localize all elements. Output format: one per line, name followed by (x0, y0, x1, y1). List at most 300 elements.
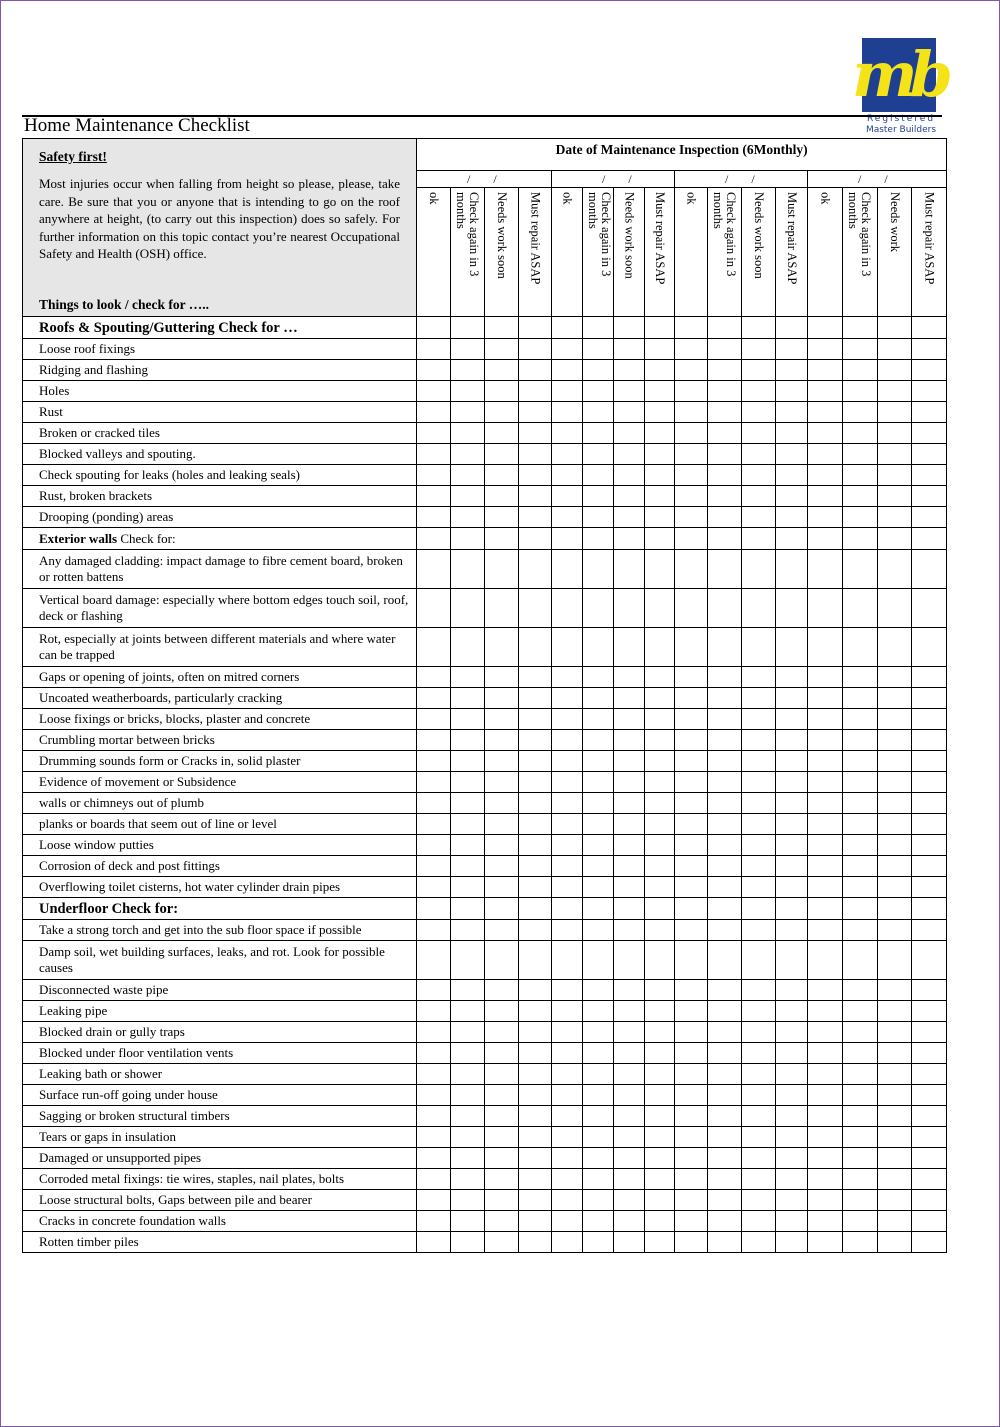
checkbox-cell[interactable] (742, 1211, 776, 1232)
checkbox-cell[interactable] (878, 507, 912, 528)
checkbox-cell[interactable] (614, 793, 645, 814)
checkbox-cell[interactable] (675, 856, 708, 877)
checkbox-cell[interactable] (519, 1064, 552, 1085)
checkbox-cell[interactable] (451, 1043, 485, 1064)
checkbox-cell[interactable] (878, 444, 912, 465)
checkbox-cell[interactable] (417, 814, 451, 835)
checkbox-cell[interactable] (708, 941, 742, 980)
checkbox-cell[interactable] (451, 793, 485, 814)
checkbox-cell[interactable] (614, 486, 645, 507)
checkbox-cell[interactable] (485, 898, 519, 920)
checkbox-cell[interactable] (417, 920, 451, 941)
checkbox-cell[interactable] (776, 835, 808, 856)
checkbox-cell[interactable] (878, 486, 912, 507)
checkbox-cell[interactable] (645, 751, 675, 772)
checkbox-cell[interactable] (417, 709, 451, 730)
checkbox-cell[interactable] (614, 751, 645, 772)
checkbox-cell[interactable] (451, 1127, 485, 1148)
checkbox-cell[interactable] (776, 941, 808, 980)
checkbox-cell[interactable] (552, 317, 583, 339)
checkbox-cell[interactable] (708, 1085, 742, 1106)
checkbox-cell[interactable] (912, 793, 947, 814)
checkbox-cell[interactable] (583, 751, 614, 772)
checkbox-cell[interactable] (583, 730, 614, 751)
checkbox-cell[interactable] (519, 814, 552, 835)
checkbox-cell[interactable] (485, 444, 519, 465)
checkbox-cell[interactable] (912, 360, 947, 381)
checkbox-cell[interactable] (614, 835, 645, 856)
checkbox-cell[interactable] (675, 1127, 708, 1148)
checkbox-cell[interactable] (843, 856, 878, 877)
checkbox-cell[interactable] (451, 423, 485, 444)
checkbox-cell[interactable] (552, 709, 583, 730)
checkbox-cell[interactable] (417, 1022, 451, 1043)
checkbox-cell[interactable] (417, 1064, 451, 1085)
checkbox-cell[interactable] (675, 1064, 708, 1085)
checkbox-cell[interactable] (519, 402, 552, 423)
checkbox-cell[interactable] (843, 751, 878, 772)
checkbox-cell[interactable] (843, 835, 878, 856)
checkbox-cell[interactable] (808, 1232, 843, 1253)
checkbox-cell[interactable] (843, 507, 878, 528)
checkbox-cell[interactable] (878, 550, 912, 589)
checkbox-cell[interactable] (485, 423, 519, 444)
checkbox-cell[interactable] (451, 1169, 485, 1190)
checkbox-cell[interactable] (742, 402, 776, 423)
checkbox-cell[interactable] (808, 898, 843, 920)
checkbox-cell[interactable] (417, 980, 451, 1001)
checkbox-cell[interactable] (708, 1127, 742, 1148)
checkbox-cell[interactable] (675, 980, 708, 1001)
checkbox-cell[interactable] (742, 1022, 776, 1043)
checkbox-cell[interactable] (808, 941, 843, 980)
checkbox-cell[interactable] (912, 814, 947, 835)
checkbox-cell[interactable] (485, 1211, 519, 1232)
checkbox-cell[interactable] (552, 339, 583, 360)
checkbox-cell[interactable] (614, 444, 645, 465)
checkbox-cell[interactable] (519, 550, 552, 589)
date-entry-1[interactable]: / / (417, 171, 552, 188)
checkbox-cell[interactable] (742, 507, 776, 528)
checkbox-cell[interactable] (843, 317, 878, 339)
checkbox-cell[interactable] (519, 339, 552, 360)
checkbox-cell[interactable] (451, 589, 485, 628)
checkbox-cell[interactable] (776, 1190, 808, 1211)
checkbox-cell[interactable] (645, 507, 675, 528)
checkbox-cell[interactable] (583, 423, 614, 444)
checkbox-cell[interactable] (645, 402, 675, 423)
checkbox-cell[interactable] (645, 688, 675, 709)
checkbox-cell[interactable] (675, 1148, 708, 1169)
checkbox-cell[interactable] (776, 814, 808, 835)
checkbox-cell[interactable] (583, 898, 614, 920)
checkbox-cell[interactable] (451, 898, 485, 920)
checkbox-cell[interactable] (614, 628, 645, 667)
checkbox-cell[interactable] (485, 856, 519, 877)
checkbox-cell[interactable] (808, 339, 843, 360)
checkbox-cell[interactable] (878, 667, 912, 688)
checkbox-cell[interactable] (583, 1022, 614, 1043)
checkbox-cell[interactable] (583, 486, 614, 507)
checkbox-cell[interactable] (451, 528, 485, 550)
checkbox-cell[interactable] (708, 550, 742, 589)
checkbox-cell[interactable] (583, 835, 614, 856)
checkbox-cell[interactable] (552, 898, 583, 920)
checkbox-cell[interactable] (843, 1022, 878, 1043)
checkbox-cell[interactable] (519, 1085, 552, 1106)
checkbox-cell[interactable] (776, 667, 808, 688)
checkbox-cell[interactable] (645, 1190, 675, 1211)
checkbox-cell[interactable] (843, 402, 878, 423)
checkbox-cell[interactable] (912, 507, 947, 528)
checkbox-cell[interactable] (912, 1043, 947, 1064)
checkbox-cell[interactable] (742, 730, 776, 751)
checkbox-cell[interactable] (552, 941, 583, 980)
checkbox-cell[interactable] (519, 856, 552, 877)
checkbox-cell[interactable] (808, 1106, 843, 1127)
checkbox-cell[interactable] (878, 793, 912, 814)
checkbox-cell[interactable] (878, 856, 912, 877)
checkbox-cell[interactable] (675, 465, 708, 486)
checkbox-cell[interactable] (708, 317, 742, 339)
checkbox-cell[interactable] (675, 1085, 708, 1106)
checkbox-cell[interactable] (552, 444, 583, 465)
checkbox-cell[interactable] (614, 814, 645, 835)
checkbox-cell[interactable] (708, 423, 742, 444)
checkbox-cell[interactable] (614, 920, 645, 941)
checkbox-cell[interactable] (451, 486, 485, 507)
checkbox-cell[interactable] (485, 730, 519, 751)
checkbox-cell[interactable] (485, 1064, 519, 1085)
checkbox-cell[interactable] (645, 589, 675, 628)
checkbox-cell[interactable] (808, 793, 843, 814)
checkbox-cell[interactable] (451, 1022, 485, 1043)
checkbox-cell[interactable] (912, 1169, 947, 1190)
checkbox-cell[interactable] (742, 1064, 776, 1085)
checkbox-cell[interactable] (519, 709, 552, 730)
checkbox-cell[interactable] (675, 1169, 708, 1190)
checkbox-cell[interactable] (552, 688, 583, 709)
checkbox-cell[interactable] (583, 1085, 614, 1106)
checkbox-cell[interactable] (776, 688, 808, 709)
checkbox-cell[interactable] (645, 1127, 675, 1148)
checkbox-cell[interactable] (708, 486, 742, 507)
checkbox-cell[interactable] (675, 486, 708, 507)
checkbox-cell[interactable] (417, 317, 451, 339)
checkbox-cell[interactable] (583, 667, 614, 688)
checkbox-cell[interactable] (878, 980, 912, 1001)
checkbox-cell[interactable] (675, 381, 708, 402)
checkbox-cell[interactable] (843, 730, 878, 751)
checkbox-cell[interactable] (808, 1001, 843, 1022)
checkbox-cell[interactable] (552, 423, 583, 444)
checkbox-cell[interactable] (614, 465, 645, 486)
checkbox-cell[interactable] (614, 772, 645, 793)
checkbox-cell[interactable] (912, 1148, 947, 1169)
checkbox-cell[interactable] (776, 507, 808, 528)
checkbox-cell[interactable] (675, 1232, 708, 1253)
checkbox-cell[interactable] (776, 877, 808, 898)
checkbox-cell[interactable] (519, 628, 552, 667)
checkbox-cell[interactable] (645, 360, 675, 381)
checkbox-cell[interactable] (417, 423, 451, 444)
checkbox-cell[interactable] (776, 589, 808, 628)
checkbox-cell[interactable] (645, 772, 675, 793)
checkbox-cell[interactable] (614, 423, 645, 444)
checkbox-cell[interactable] (417, 1232, 451, 1253)
checkbox-cell[interactable] (776, 898, 808, 920)
checkbox-cell[interactable] (912, 835, 947, 856)
checkbox-cell[interactable] (451, 1001, 485, 1022)
checkbox-cell[interactable] (519, 877, 552, 898)
checkbox-cell[interactable] (552, 1106, 583, 1127)
checkbox-cell[interactable] (912, 550, 947, 589)
checkbox-cell[interactable] (878, 835, 912, 856)
checkbox-cell[interactable] (519, 793, 552, 814)
checkbox-cell[interactable] (808, 423, 843, 444)
checkbox-cell[interactable] (485, 1022, 519, 1043)
checkbox-cell[interactable] (583, 1211, 614, 1232)
checkbox-cell[interactable] (708, 688, 742, 709)
checkbox-cell[interactable] (808, 1190, 843, 1211)
checkbox-cell[interactable] (776, 423, 808, 444)
checkbox-cell[interactable] (614, 898, 645, 920)
checkbox-cell[interactable] (675, 339, 708, 360)
checkbox-cell[interactable] (645, 339, 675, 360)
checkbox-cell[interactable] (519, 444, 552, 465)
checkbox-cell[interactable] (451, 877, 485, 898)
checkbox-cell[interactable] (843, 814, 878, 835)
checkbox-cell[interactable] (708, 528, 742, 550)
checkbox-cell[interactable] (776, 550, 808, 589)
checkbox-cell[interactable] (776, 793, 808, 814)
checkbox-cell[interactable] (912, 709, 947, 730)
checkbox-cell[interactable] (843, 528, 878, 550)
checkbox-cell[interactable] (614, 402, 645, 423)
checkbox-cell[interactable] (675, 1106, 708, 1127)
checkbox-cell[interactable] (675, 402, 708, 423)
checkbox-cell[interactable] (451, 317, 485, 339)
checkbox-cell[interactable] (878, 465, 912, 486)
checkbox-cell[interactable] (843, 941, 878, 980)
checkbox-cell[interactable] (843, 1001, 878, 1022)
checkbox-cell[interactable] (912, 486, 947, 507)
checkbox-cell[interactable] (708, 898, 742, 920)
checkbox-cell[interactable] (675, 920, 708, 941)
checkbox-cell[interactable] (708, 1064, 742, 1085)
checkbox-cell[interactable] (614, 980, 645, 1001)
checkbox-cell[interactable] (583, 856, 614, 877)
checkbox-cell[interactable] (645, 667, 675, 688)
checkbox-cell[interactable] (552, 507, 583, 528)
checkbox-cell[interactable] (552, 628, 583, 667)
checkbox-cell[interactable] (878, 402, 912, 423)
checkbox-cell[interactable] (843, 444, 878, 465)
checkbox-cell[interactable] (614, 339, 645, 360)
checkbox-cell[interactable] (485, 402, 519, 423)
checkbox-cell[interactable] (742, 589, 776, 628)
checkbox-cell[interactable] (708, 814, 742, 835)
checkbox-cell[interactable] (614, 1064, 645, 1085)
checkbox-cell[interactable] (675, 444, 708, 465)
checkbox-cell[interactable] (552, 1148, 583, 1169)
checkbox-cell[interactable] (614, 667, 645, 688)
checkbox-cell[interactable] (843, 339, 878, 360)
checkbox-cell[interactable] (614, 1127, 645, 1148)
checkbox-cell[interactable] (552, 1001, 583, 1022)
checkbox-cell[interactable] (708, 1106, 742, 1127)
checkbox-cell[interactable] (912, 528, 947, 550)
checkbox-cell[interactable] (808, 751, 843, 772)
checkbox-cell[interactable] (645, 793, 675, 814)
checkbox-cell[interactable] (776, 1148, 808, 1169)
checkbox-cell[interactable] (878, 317, 912, 339)
checkbox-cell[interactable] (451, 709, 485, 730)
checkbox-cell[interactable] (519, 920, 552, 941)
checkbox-cell[interactable] (583, 814, 614, 835)
checkbox-cell[interactable] (645, 1211, 675, 1232)
checkbox-cell[interactable] (451, 465, 485, 486)
checkbox-cell[interactable] (878, 1043, 912, 1064)
checkbox-cell[interactable] (912, 730, 947, 751)
checkbox-cell[interactable] (485, 1148, 519, 1169)
checkbox-cell[interactable] (645, 1043, 675, 1064)
checkbox-cell[interactable] (912, 589, 947, 628)
checkbox-cell[interactable] (519, 1001, 552, 1022)
checkbox-cell[interactable] (614, 1085, 645, 1106)
checkbox-cell[interactable] (645, 1106, 675, 1127)
checkbox-cell[interactable] (742, 709, 776, 730)
checkbox-cell[interactable] (912, 1211, 947, 1232)
checkbox-cell[interactable] (417, 1190, 451, 1211)
checkbox-cell[interactable] (485, 465, 519, 486)
checkbox-cell[interactable] (485, 628, 519, 667)
checkbox-cell[interactable] (912, 1232, 947, 1253)
checkbox-cell[interactable] (485, 507, 519, 528)
checkbox-cell[interactable] (583, 877, 614, 898)
checkbox-cell[interactable] (583, 444, 614, 465)
checkbox-cell[interactable] (552, 550, 583, 589)
checkbox-cell[interactable] (485, 941, 519, 980)
checkbox-cell[interactable] (417, 1001, 451, 1022)
checkbox-cell[interactable] (451, 814, 485, 835)
checkbox-cell[interactable] (776, 772, 808, 793)
checkbox-cell[interactable] (878, 1190, 912, 1211)
checkbox-cell[interactable] (843, 772, 878, 793)
checkbox-cell[interactable] (808, 589, 843, 628)
checkbox-cell[interactable] (808, 402, 843, 423)
checkbox-cell[interactable] (645, 465, 675, 486)
checkbox-cell[interactable] (614, 730, 645, 751)
checkbox-cell[interactable] (742, 339, 776, 360)
checkbox-cell[interactable] (675, 507, 708, 528)
checkbox-cell[interactable] (485, 486, 519, 507)
checkbox-cell[interactable] (675, 1022, 708, 1043)
checkbox-cell[interactable] (552, 381, 583, 402)
checkbox-cell[interactable] (912, 1064, 947, 1085)
checkbox-cell[interactable] (742, 980, 776, 1001)
checkbox-cell[interactable] (417, 628, 451, 667)
checkbox-cell[interactable] (552, 730, 583, 751)
checkbox-cell[interactable] (742, 1127, 776, 1148)
checkbox-cell[interactable] (645, 486, 675, 507)
checkbox-cell[interactable] (808, 1211, 843, 1232)
checkbox-cell[interactable] (645, 1232, 675, 1253)
checkbox-cell[interactable] (417, 589, 451, 628)
checkbox-cell[interactable] (912, 688, 947, 709)
checkbox-cell[interactable] (451, 920, 485, 941)
checkbox-cell[interactable] (742, 1169, 776, 1190)
checkbox-cell[interactable] (708, 628, 742, 667)
checkbox-cell[interactable] (912, 339, 947, 360)
checkbox-cell[interactable] (708, 751, 742, 772)
checkbox-cell[interactable] (808, 1169, 843, 1190)
checkbox-cell[interactable] (451, 730, 485, 751)
checkbox-cell[interactable] (808, 688, 843, 709)
checkbox-cell[interactable] (912, 772, 947, 793)
checkbox-cell[interactable] (417, 835, 451, 856)
checkbox-cell[interactable] (776, 317, 808, 339)
checkbox-cell[interactable] (485, 793, 519, 814)
checkbox-cell[interactable] (519, 1190, 552, 1211)
checkbox-cell[interactable] (583, 1043, 614, 1064)
checkbox-cell[interactable] (675, 835, 708, 856)
checkbox-cell[interactable] (417, 1085, 451, 1106)
checkbox-cell[interactable] (843, 1190, 878, 1211)
checkbox-cell[interactable] (843, 1169, 878, 1190)
checkbox-cell[interactable] (878, 1127, 912, 1148)
checkbox-cell[interactable] (519, 688, 552, 709)
checkbox-cell[interactable] (675, 709, 708, 730)
checkbox-cell[interactable] (708, 835, 742, 856)
checkbox-cell[interactable] (675, 877, 708, 898)
checkbox-cell[interactable] (614, 1190, 645, 1211)
checkbox-cell[interactable] (519, 1106, 552, 1127)
checkbox-cell[interactable] (552, 877, 583, 898)
checkbox-cell[interactable] (912, 628, 947, 667)
checkbox-cell[interactable] (583, 507, 614, 528)
checkbox-cell[interactable] (708, 1190, 742, 1211)
checkbox-cell[interactable] (808, 1085, 843, 1106)
checkbox-cell[interactable] (552, 980, 583, 1001)
checkbox-cell[interactable] (645, 444, 675, 465)
checkbox-cell[interactable] (708, 980, 742, 1001)
checkbox-cell[interactable] (583, 402, 614, 423)
checkbox-cell[interactable] (614, 1232, 645, 1253)
checkbox-cell[interactable] (645, 528, 675, 550)
checkbox-cell[interactable] (843, 1232, 878, 1253)
checkbox-cell[interactable] (417, 877, 451, 898)
checkbox-cell[interactable] (808, 360, 843, 381)
checkbox-cell[interactable] (552, 465, 583, 486)
checkbox-cell[interactable] (708, 381, 742, 402)
checkbox-cell[interactable] (614, 688, 645, 709)
checkbox-cell[interactable] (912, 920, 947, 941)
checkbox-cell[interactable] (742, 772, 776, 793)
checkbox-cell[interactable] (742, 486, 776, 507)
checkbox-cell[interactable] (808, 1148, 843, 1169)
checkbox-cell[interactable] (552, 793, 583, 814)
checkbox-cell[interactable] (519, 941, 552, 980)
checkbox-cell[interactable] (808, 317, 843, 339)
checkbox-cell[interactable] (417, 1106, 451, 1127)
checkbox-cell[interactable] (417, 444, 451, 465)
checkbox-cell[interactable] (583, 920, 614, 941)
checkbox-cell[interactable] (912, 444, 947, 465)
checkbox-cell[interactable] (451, 507, 485, 528)
checkbox-cell[interactable] (519, 589, 552, 628)
checkbox-cell[interactable] (708, 709, 742, 730)
